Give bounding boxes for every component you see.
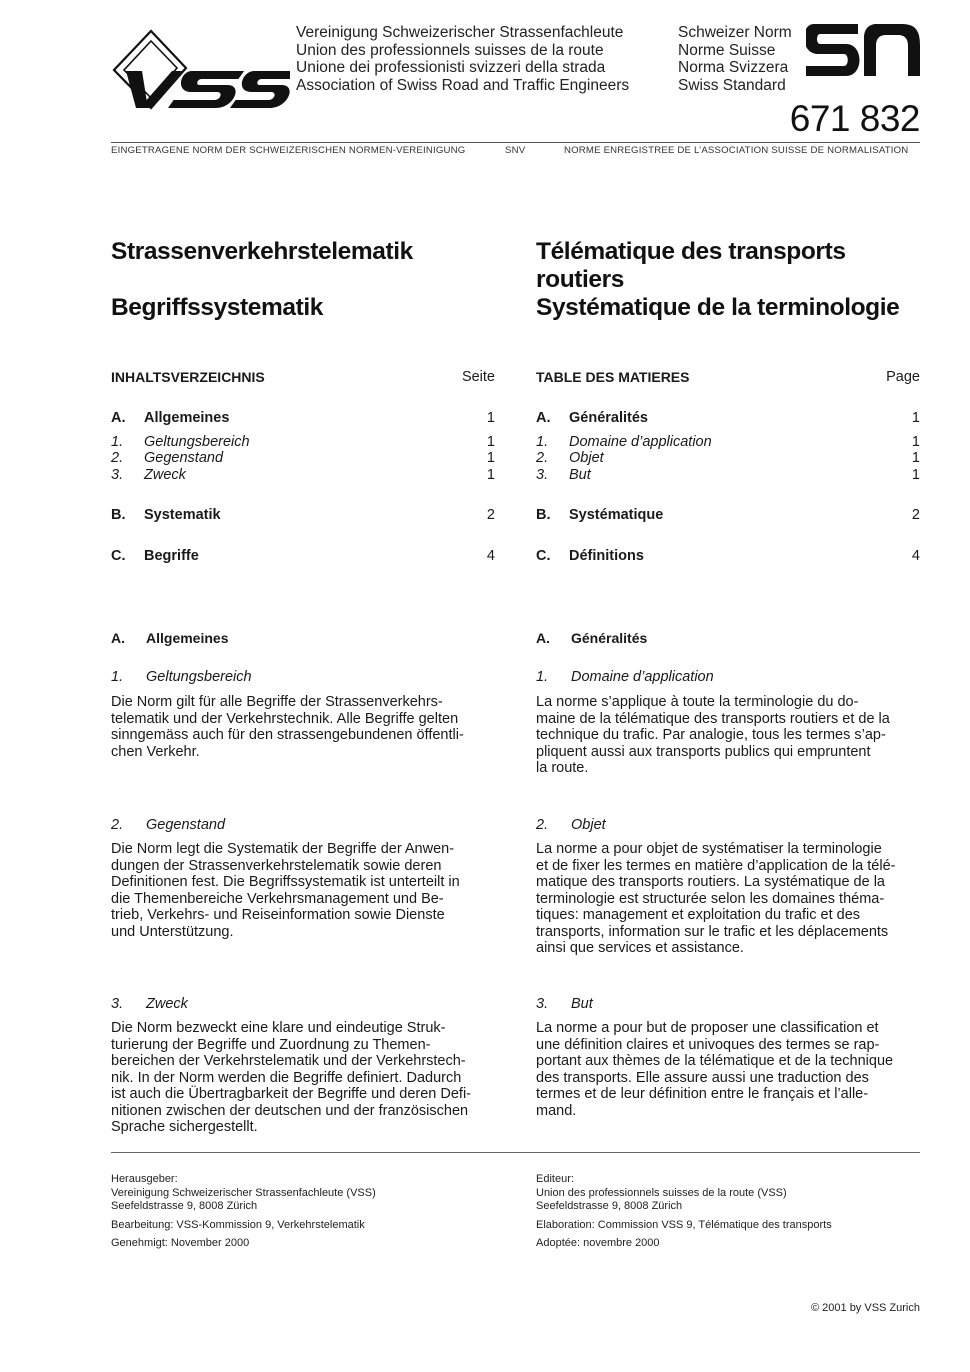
text-line: nitionen zwischen der deutschen und der französischen (111, 1102, 469, 1119)
text-line: Definitionen fest. Die Begriffssystematik ist unterteilt in (111, 874, 460, 890)
footer-de (111, 1173, 376, 1251)
subsection-num: 3. (111, 996, 124, 1012)
subsection-title: Objet (571, 817, 606, 833)
toc-num: B. (111, 507, 126, 523)
toc-label: Gegenstand (144, 450, 224, 466)
approval-date: Adoptée: novembre 2000 (536, 1237, 660, 1249)
title-fr (536, 238, 899, 322)
toc-page: 1 (911, 450, 920, 466)
toc-label: Zweck (144, 467, 186, 483)
title-de (111, 238, 413, 322)
text-line: ainsi que services et assistance. (536, 940, 744, 956)
text-line: ist auch die Übertragbarkeit der Begriffe und deren Defi- (111, 1086, 472, 1102)
toc-num: 2. (536, 450, 549, 466)
toc-label: Begriffe (144, 548, 199, 564)
copyright-notice: © 2001 by VSS Zurich (811, 1302, 920, 1314)
toc-row-de[interactable] (111, 467, 495, 484)
text-line: La norme a pour objet de systématiser la terminologie (536, 841, 882, 857)
toc-label: Systématique (569, 507, 664, 523)
registration-fr: NORME ENREGISTREE DE L’ASSOCIATION SUISSE DE NORMALISATION (564, 145, 909, 156)
title-de-line-2 (111, 266, 413, 294)
toc-num: A. (536, 410, 551, 426)
toc-num: 1. (536, 434, 549, 450)
subsection-title: Gegenstand (146, 817, 226, 833)
toc-label: Allgemeines (144, 410, 230, 426)
section-num: A. (111, 630, 125, 646)
title-fr-line-2: routiers (536, 266, 625, 293)
text-line: bereichen der Verkehrstelematik und der Verkehrstech- (111, 1053, 466, 1069)
editing-info: Bearbeitung: VSS-Kommission 9, Verkehrstelematik (111, 1218, 365, 1231)
toc-row-de[interactable] (111, 507, 495, 524)
text-line: turierung der Begriffe und Zuordnung zu Themen- (111, 1036, 431, 1053)
toc-num: 2. (111, 450, 124, 466)
toc-page: 1 (911, 410, 920, 426)
subsection-heading-fr (536, 669, 714, 685)
organization-names (296, 24, 629, 94)
toc-label: Geltungsbereich (144, 434, 250, 450)
toc-row-fr[interactable] (536, 450, 920, 467)
paragraph-fr (536, 841, 920, 957)
toc-page: 2 (911, 507, 920, 523)
toc-page: 4 (486, 548, 495, 564)
header-divider (111, 142, 920, 143)
text-line: pliquent aussi aux transports publics qui empruntent (536, 743, 871, 760)
toc-label: Définitions (569, 548, 644, 564)
toc-page-label-fr: Page (886, 369, 920, 385)
registration-de: EINGETRAGENE NORM DER SCHWEIZERISCHEN NORMEN-VEREINIGUNG (111, 145, 466, 156)
toc-row-fr[interactable] (536, 467, 920, 484)
sn-mark-logo (806, 24, 922, 76)
subsection-title: Domaine d’application (571, 669, 714, 685)
toc-row-de[interactable] (111, 410, 495, 427)
subsection-heading-de (111, 996, 188, 1012)
toc-row-fr[interactable] (536, 507, 920, 524)
text-line: portant aux thèmes de la télématique et de la technique (536, 1053, 894, 1069)
text-line: maine de la télématique des transports routiers et de la (536, 710, 890, 727)
std-line-fr: Norme Suisse (678, 41, 776, 59)
text-line: Sprache sichergestellt. (111, 1119, 258, 1135)
toc-page: 1 (911, 434, 920, 450)
approval-date: Genehmigt: November 2000 (111, 1237, 250, 1249)
title-de-line-3: Begriffssystematik (111, 294, 324, 321)
text-line: matique des transports routiers. La systématique de la (536, 874, 885, 890)
subsection-num: 2. (111, 817, 124, 833)
toc-label: But (569, 467, 591, 483)
subsection-title: Geltungsbereich (146, 669, 252, 685)
toc-row-de[interactable] (111, 434, 495, 451)
paragraph-de (111, 1020, 495, 1136)
text-line: transports, information sur le trafic et les déplacements (536, 923, 889, 940)
toc-page: 1 (486, 450, 495, 466)
toc-num: C. (536, 548, 551, 564)
section-title: Allgemeines (146, 630, 229, 646)
text-line: sinngemäss auch für den strassengebundenen öffentli- (111, 727, 464, 743)
org-line-fr: Union des professionnels suisses de la route (296, 41, 604, 59)
subsection-num: 2. (536, 817, 549, 833)
text-line: une définition claires et univoques des termes se rap- (536, 1036, 880, 1053)
text-line: Die Norm gilt für alle Begriffe der Strassenverkehrs- (111, 694, 443, 710)
subsection-num: 1. (536, 669, 549, 685)
toc-page: 1 (486, 410, 495, 426)
text-line: la route. (536, 760, 589, 776)
text-line: La norme s’applique à toute la terminologie du do- (536, 694, 859, 710)
toc-page: 1 (486, 467, 495, 483)
toc-num: B. (536, 507, 551, 523)
publisher-address: Seefeldstrasse 9, 8008 Zürich (536, 1200, 683, 1212)
toc-label: Systematik (144, 507, 221, 523)
toc-row-fr[interactable] (536, 434, 920, 451)
toc-row-fr[interactable] (536, 548, 920, 565)
toc-label: Domaine d’application (569, 434, 712, 450)
text-line: technique du trafic. Par analogie, tous les termes s’ap- (536, 727, 886, 743)
text-line: La norme a pour but de proposer une classification et (536, 1020, 879, 1036)
text-line: dungen der Strassenverkehrstelematik sowie deren (111, 857, 442, 874)
text-line: telematik und der Verkehrstechnik. Alle Begriffe gelten (111, 710, 459, 727)
text-line: chen Verkehr. (111, 743, 200, 760)
text-line: trieb, Verkehrs- und Reiseinformation sowie Dienste (111, 907, 445, 923)
text-line: tiques: management et exploitation du trafic et des (536, 907, 861, 923)
vss-logo (110, 28, 290, 112)
section-title: Généralités (571, 630, 648, 646)
standard-names (678, 24, 792, 94)
text-line: et de fixer les termes en matière d’application de la télé- (536, 857, 896, 874)
section-a-heading-de (111, 630, 228, 646)
org-line-en: Association of Swiss Road and Traffic Engineers (296, 76, 630, 94)
toc-page: 1 (486, 434, 495, 450)
paragraph-fr (536, 694, 920, 777)
toc-row-fr[interactable] (536, 410, 920, 427)
toc-num: A. (111, 410, 126, 426)
toc-row-de[interactable] (111, 450, 495, 467)
std-line-it: Norma Svizzera (678, 59, 789, 77)
text-line: nik. In der Norm werden die Begriffe definiert. Dadurch (111, 1069, 462, 1086)
toc-label: Généralités (569, 410, 648, 426)
section-a-heading-fr (536, 630, 647, 646)
org-line-de: Vereinigung Schweizerischer Strassenfachleute (296, 24, 624, 41)
text-line: die Themenbereiche Verkehrsmanagement und Be- (111, 890, 444, 907)
text-line: termes et de leur définition entre le français et l’alle- (536, 1086, 869, 1102)
org-line-it: Unione dei professionisti svizzeri della strada (296, 59, 606, 77)
publisher-name: Vereinigung Schweizerischer Strassenfachleute (VSS) (111, 1186, 376, 1199)
text-line: und Unterstützung. (111, 923, 234, 940)
publisher-label: Herausgeber: (111, 1173, 178, 1185)
toc-label: Objet (569, 450, 604, 466)
subsection-title: But (571, 996, 593, 1012)
title-fr-line-1: Télématique des transports (536, 238, 846, 265)
subsection-heading-fr (536, 817, 606, 833)
toc-heading-fr: TABLE DES MATIERES (536, 369, 690, 385)
toc-page: 4 (911, 548, 920, 564)
toc-num: C. (111, 548, 126, 564)
editing-info: Elaboration: Commission VSS 9, Télématique des transports (536, 1218, 832, 1231)
subsection-heading-fr (536, 996, 593, 1012)
paragraph-fr (536, 1020, 920, 1119)
text-line: des transports. Elle assure aussi une traduction des (536, 1069, 869, 1086)
subsection-num: 1. (111, 669, 124, 685)
toc-page: 1 (911, 467, 920, 483)
text-line: Die Norm bezweckt eine klare und eindeutige Struk- (111, 1020, 446, 1036)
title-fr-line-3: Systématique de la terminologie (536, 294, 900, 321)
subsection-heading-de (111, 817, 225, 833)
subsection-heading-de (111, 669, 252, 685)
toc-num: 3. (111, 467, 124, 483)
std-line-en: Swiss Standard (678, 76, 786, 94)
document-number: 671 832 (789, 98, 920, 139)
section-num: A. (536, 630, 550, 646)
std-line-de: Schweizer Norm (678, 24, 792, 41)
text-line: terminologie est structurée selon les domaines théma- (536, 890, 885, 907)
toc-page-label-de: Seite (461, 369, 495, 385)
toc-page: 2 (486, 507, 495, 523)
publisher-name: Union des professionnels suisses de la route (VSS) (536, 1186, 787, 1199)
text-line: Die Norm legt die Systematik der Begriffe der Anwen- (111, 841, 455, 857)
toc-heading-de: INHALTSVERZEICHNIS (111, 369, 265, 385)
subsection-num: 3. (536, 996, 549, 1012)
publisher-address: Seefeldstrasse 9, 8008 Zürich (111, 1200, 258, 1212)
subsection-title: Zweck (146, 996, 188, 1012)
toc-num: 3. (536, 467, 549, 483)
title-de-line-1: Strassenverkehrstelematik (111, 238, 413, 265)
registration-snv: SNV (505, 145, 526, 156)
text-line: mand. (536, 1102, 577, 1119)
footer-fr (536, 1173, 832, 1251)
paragraph-de (111, 841, 495, 940)
paragraph-de (111, 694, 495, 760)
toc-row-de[interactable] (111, 548, 495, 565)
footer-divider (111, 1152, 920, 1153)
publisher-label: Editeur: (536, 1173, 574, 1185)
toc-num: 1. (111, 434, 124, 450)
